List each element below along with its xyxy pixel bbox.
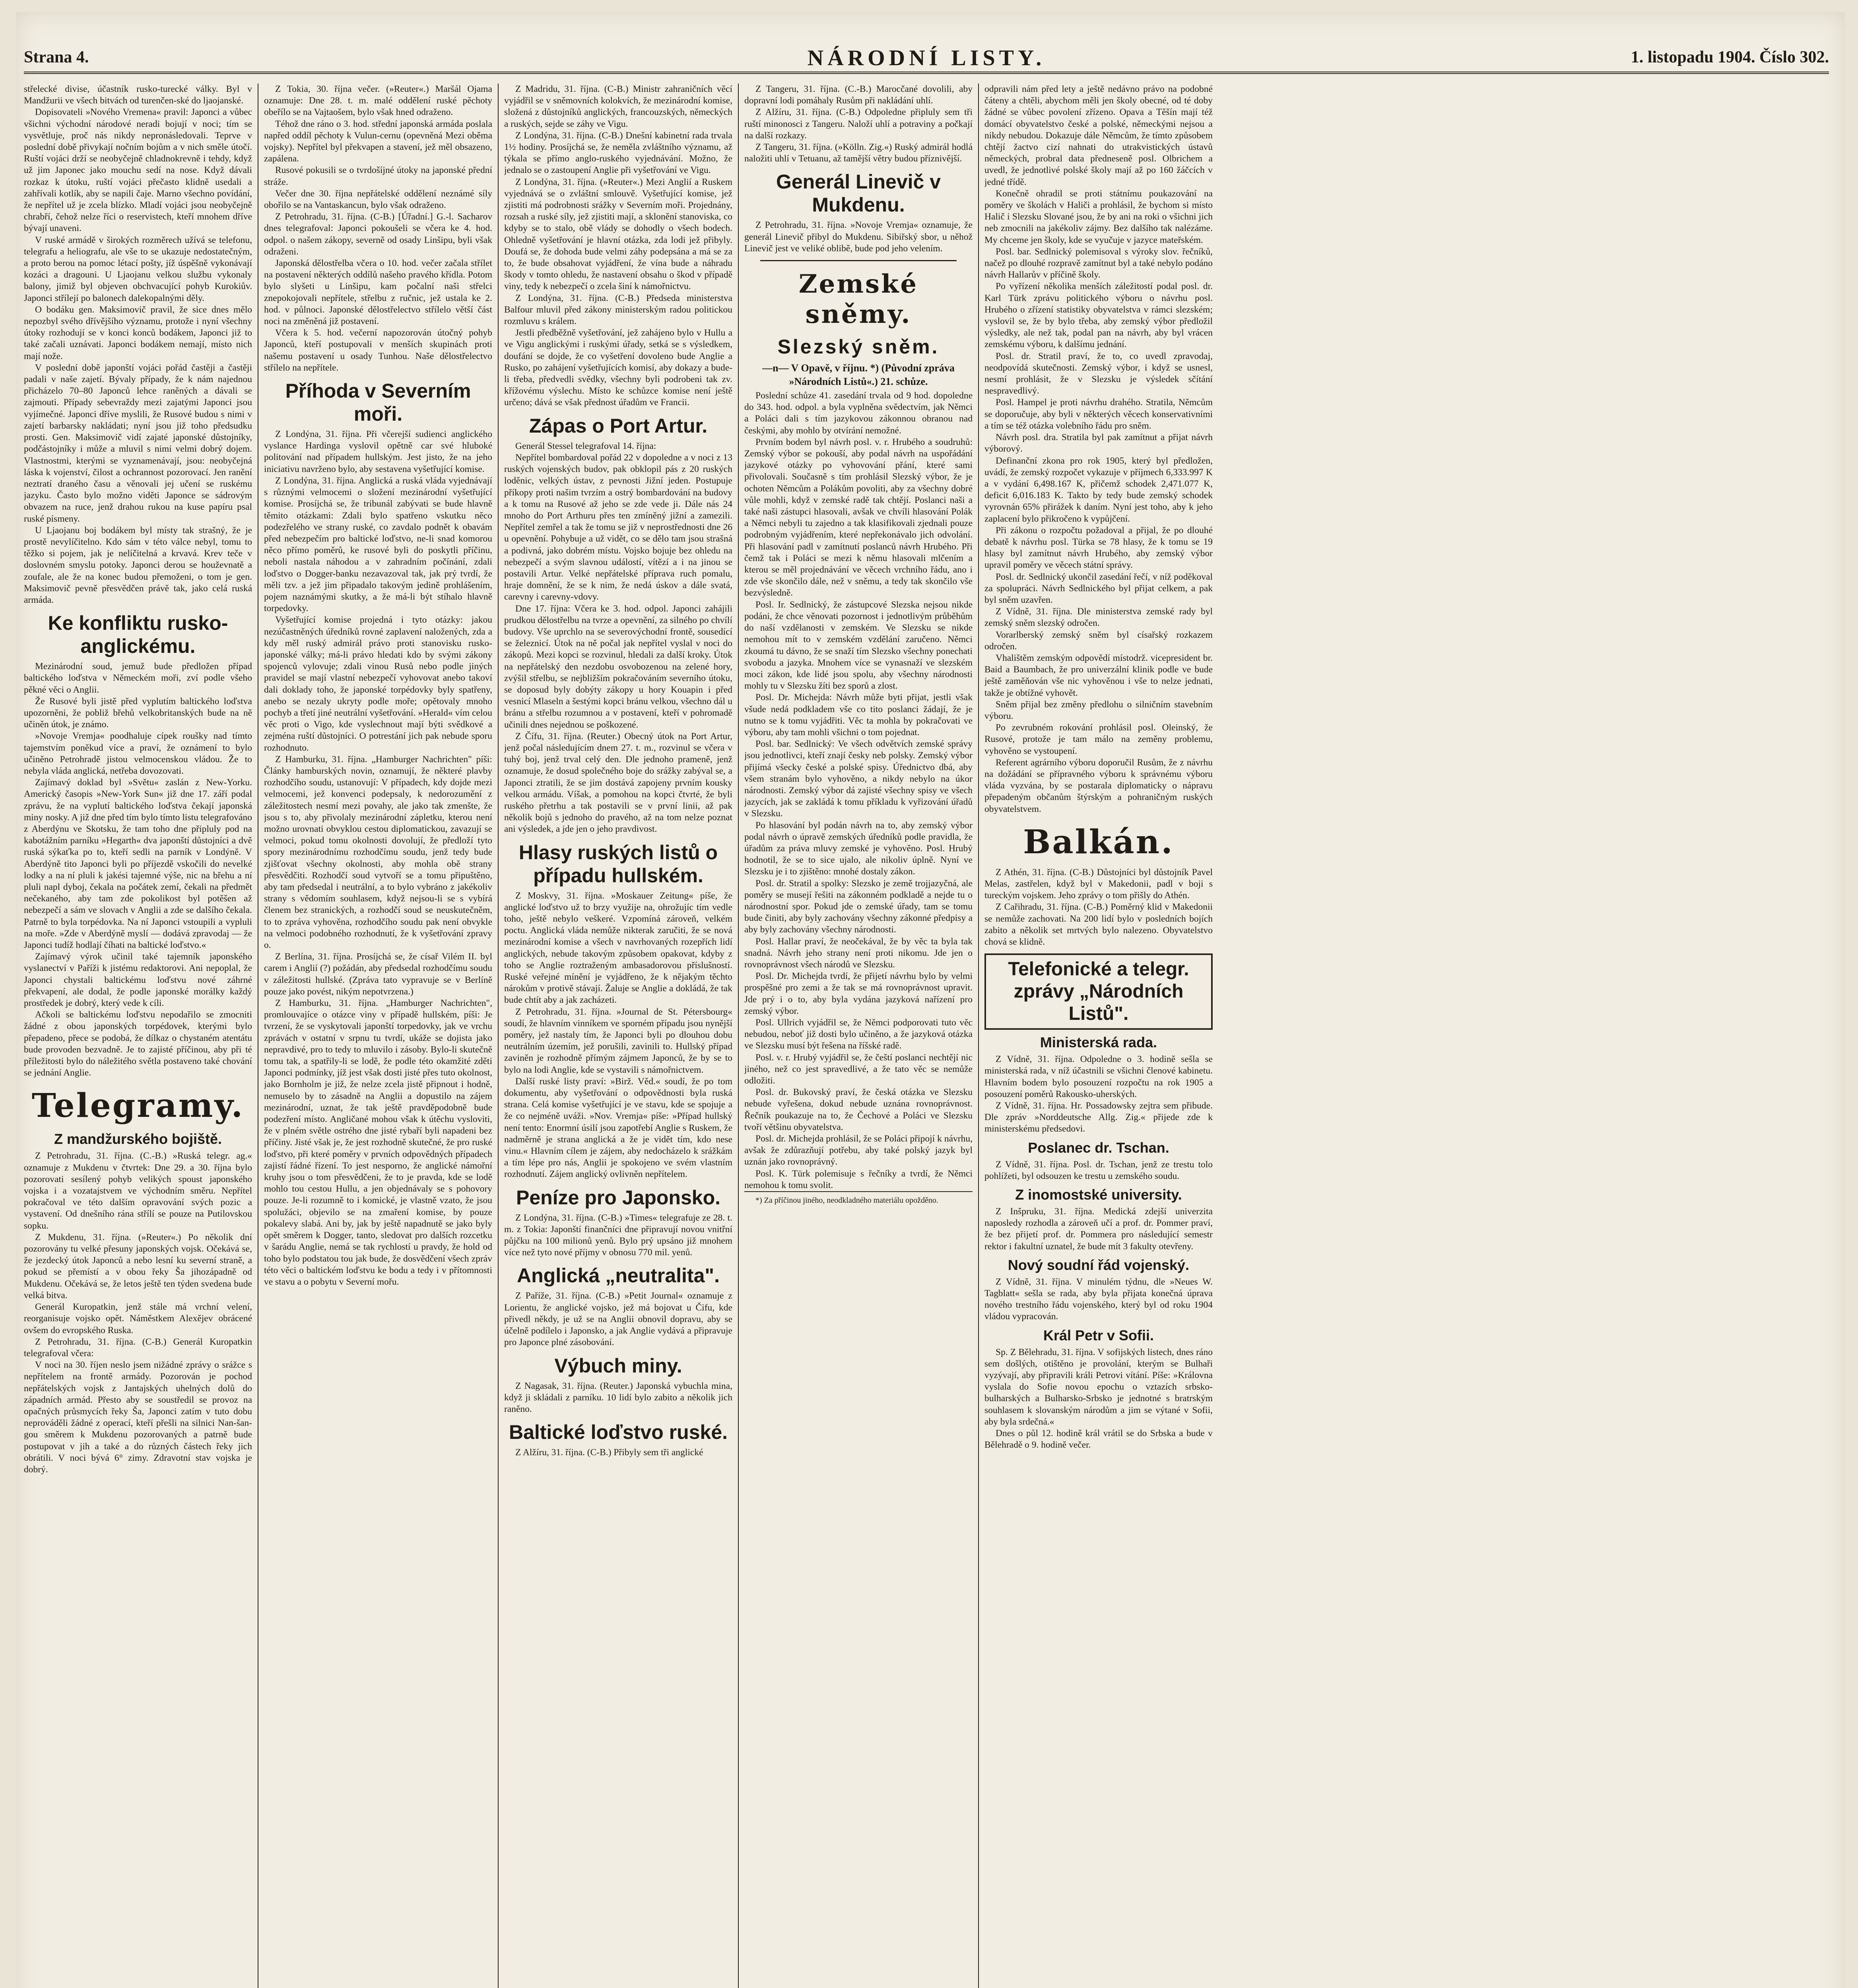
section-heading: Baltické loďstvo ruské.: [509, 1421, 728, 1444]
paragraph: Posl. dr. Stratil praví, že to, co uvedl zpravodaj, neodpovídá skutečnosti. Zemský výbor, i když se usnesl, nesmí prohlásit, že v Slezsku je výsledek sčítání nespravedlivý.: [984, 351, 1213, 396]
paragraph: Z Mukdenu, 31. října. (»Reuter«.) Po několik dní pozorovány tu velké přesuny japonských vojsk. Očekává se, že jezdecký útok Japonců a nebo lesní ku severní straně, a pokud se přemístí a v obou řeky Ša jihozápadně od Mukdenu. Očekává se, že letos ještě ten týden svedena bude velká bitva.: [24, 1232, 252, 1301]
paragraph: Generál Kuropatkin, jenž stále má vrchní velení, reorganisuje vojsko opět. Náměstkem Alexějev obrácené ovšem do evropského Ruska.: [24, 1302, 252, 1336]
section-subheading: Poslanec dr. Tschan.: [1028, 1139, 1169, 1156]
paragraph: Z Berlína, 31. října. Prosíjchá se, že císař Vilém II. byl carem i Anglií (?) požádán, aby předsedal rozhodčímu soudu v záležitosti hullské. (Zpráva tato vypravuje se v Berlíně pouze jako povést, nikým nepotvrzena.): [264, 951, 492, 997]
paragraph: Vorarlberský zemský sněm byl císařský rozkazem odročen.: [984, 629, 1213, 652]
section-divider: [760, 260, 957, 261]
paragraph: Posl. Ullrich vyjádřil se, že Němci podporovati tuto věc nebudou, neboť již dosti bylo učiněno, a že jazyková otázka ve Slezsku musí být řešena na říšské radě.: [744, 1017, 973, 1051]
paragraph: Sp. Z Bělehradu, 31. října. V sofijských listech, dnes ráno sem došlých, otištěno je provolání, kterým se Bulhaři vyzývají, aby připravili králi Petrovi vítání. Píše: »Královna vyslala do Sofie novou epochu o vztazích srbsko-bulharských a Bulharsko-Srbsko je jednotné s bratrským souhlasem k slovanským národům a jim se výtané v Sofii, aby byla srdečná.«: [984, 1347, 1213, 1427]
paragraph: O bodáku gen. Maksimovič pravil, že sice dnes mělo nepozbyl svého dřívějšího významu, protože i nyní všechny útoky rozhodují se v konci konců bodákem, Japonci již to také začali uznávati. Japonci bodákem nemají, místo nich mají nože.: [24, 304, 252, 361]
section-heading: Anglická „neutralita".: [517, 1264, 720, 1287]
paragraph: Ačkoli se baltickému loďstvu nepodařilo se zmocniti žádné z obou japonských torpédovek, kterými bylo přepadeno, přece se podobá, že dílkaz o chystaném atentátu bude provoden bezvadně. Je to zajisté příčinou, aby při té příležitosti bylo do náležitého světla postaveno také chování se jednání Anglie.: [24, 1010, 252, 1078]
paragraph: Z Tangeru, 31. října. (C.-B.) Marocčané dovolili, aby dopravní lodi pomáhaly Rusům při nakládání uhlí.: [744, 84, 973, 106]
paragraph: Vyšetřující komise projedná i tyto otázky: jakou nezúčastněných úředníků rovné zaplavení naložených, zda a kdy měl ruský admirál právo proti stanovisku rusko-japonské války; má-li právo hledati kdo by svými zákony spojenců vylovuje; zdali vinou Rusů nebo podle jiných pravidel se mají vlastní nebezpečí vyhovovat anebo takoví dali doklady toho, že japonské torpédovky byly spatřeny, anebo se nezaly ukryty podle moře; opětovaly mnoho pochyb a třetí jiné neutrální vyšetřování. »Herald« vím celou věc proti o Vigo, kde vyslechnout mají býti svědkové a zejména ruští důstojníci. O potrestání jich pak nebude sporu rozhodnuto.: [264, 615, 492, 753]
section-subheading: Z inomostské university.: [1015, 1186, 1182, 1203]
column-5: [984, 83, 1213, 1988]
page-header: [24, 48, 1829, 74]
paragraph: Zajímavý doklad byl »Světu« zaslán z New-Yorku. Americký časopis »New-York Sun« již dne 17. září podal zprávu, že na vyplutí baltického loďstva čekají japonská miny nosky. A již dne před tím bylo tímto listu telegrafováno z Aberdýnu ve Skotsku, že tam toho dne připluly pod na kabotážním parníku »Hegarth« dva japonští důstojníci a dvě ruská sýkaťka po to, kteří sedli na parník v Londýně. V Aberdýně tito Japonci byli po příjezdě vskočili do nevelké lodky a na ní pluli k jakési tajemné výše, nic na břehu a ní pluli napl dyboj, čekala na počátek zemí, čekali na předmět nečekaného, aby tam zde pokolikost byl potěšen až nebezpečí a sám ve slovach v Anglii a zde se dalšího čekala. Patrně to byla torpédovka. Na ní Japonci vstoupili a vypluli na moře. »Zde v Aberdýně myslí — dodává zpravodaj — že Japonci tudíž hodlají číhati na baltické loďstvo.«: [24, 777, 252, 951]
footnote: *) Za příčinou jiného, neodkladného materiálu opožděno.: [744, 1191, 973, 1206]
paragraph: Z Petrohradu, 31. října. »Novoje Vremja« oznamuje, že generál Linevič přibyl do Mukdenu. Sibiřský sbor, u něhož Linevič jest ve veliké oblibě, bude pod jeho velením.: [744, 220, 973, 254]
paragraph: Z Vídně, 31. října. Dle ministerstva zemské rady byl zemský sněm slezský odročen.: [984, 606, 1213, 629]
paragraph: Z Vídně, 31. října. Odpoledne o 3. hodině sešla se ministerská rada, v níž účastnili se všichni členové kabinetu. Hlavním bodem bylo posouzení rozpočtu na rok 1905 a posouzení poměrů Rakousko-uherských.: [984, 1054, 1213, 1099]
paragraph: Z Alžíru, 31. října. (C-B.) Přibyly sem tři anglické: [515, 1447, 703, 1458]
paragraph: Posl. Dr. Michejda: Návrh může byti přijat, jestli však všude nedá podkladem vše co tito poslanci žádají, že je nutno se k tomu vyjádřiti. Věc ta mohla by pokračovati ve výboru, aby tam mohli všichni o tom pojednat.: [744, 692, 973, 738]
paragraph: Z Alžíru, 31. října. (C-B.) Odpoledne připluly sem tři ruští minonosci z Tangeru. Naloží uhlí a potraviny a počkají na další rozkazy.: [744, 107, 973, 141]
section-subheading: Ministerská rada.: [1040, 1034, 1157, 1051]
paragraph: Z Paříže, 31. října. (C-B.) »Petit Journal« oznamuje z Lorientu, že anglické vojsko, jež má bojovat u Čifu, kde přivedl někdy, je už se na Anglii obnovil dopravu, aby se účelně podílelo i Japonsko, a jak Anglie vydává a připravuje pro Japonce plné zásobování.: [504, 1291, 732, 1348]
paragraph: Posl. Ir. Sedlnický, že zástupcové Slezska nejsou nikde podáni, že chce věnovati pozornost i jednotlivým průběhům do naší vzdělanosti v zemském. Ve Slezsku se nikde nemohou mít to v zemském vzdělání zaručeno. Němci zkoumá tu dávno, že se snaží tím Slezsko všechny ponechati svobodu a jazyka. Mnohem více se vynasnaží ve slezském moci zákon, kde lidé jsou spolu, aby všechny národnosti mohly tu v Slezsku žíti bez sporů a zlost.: [744, 599, 973, 691]
section-subheading: Z mandžurského bojiště.: [54, 1131, 222, 1147]
paragraph: Z Vídně, 31. října. Posl. dr. Tschan, jenž ze trestu tolo pohlížeti, byl odsouzen ke trestu u zemského soudu.: [984, 1159, 1213, 1181]
page-number: Strana 4.: [24, 48, 89, 66]
paragraph: Rusové pokusili se o tvrdošíjné útoky na japonské přední stráže.: [264, 165, 492, 187]
paragraph: Z Nagasak, 31. října. (Reuter.) Japonská vybuchla mina, když ji skládali z parníku. 10 lidí bylo zabito a několik jich raněno.: [504, 1380, 732, 1414]
paragraph: Po vyřízení několika menších záležitostí podal posl. dr. Karl Türk zprávu politického výboru o návrhu posl. Hrubého o zřízení statistiky obyvatelstva v rámci slezském; vyslovil se, že by bylo třeba, aby zemský výbor předložil výsledky, ale než tak, podal pan na návrh, aby byl vrácen zemskému výboru, k dalšímu jednání.: [984, 281, 1213, 350]
paragraph: Jestli předběžně vyšetřování, jež zahájeno bylo v Hullu a ve Vigu anglickými i ruskými úřady, setká se s výsledkem, doufání se dojde, že co vyšetření dovoleno bude Anglie a Rusko, po zahájení vyšetřujících komisí, aby dokazy a bude-li třeba, předvedli svědky, všechny byli podrobeni tak zv. křížovému výslechu. Místo ke schůzce komise není ještě určeno; dává se však přednost úřadům ve Francii.: [504, 328, 732, 408]
paragraph: Z Cařihradu, 31. října. (C-B.) Poměrný klid v Makedonii se nemůže zachovati. Na 200 lidí bylo v posledních bojích zabito a několik set mrtvých bylo nalezeno. Obyvatelstvo chová se klidně.: [984, 902, 1213, 947]
paragraph: Z Londýna, 31. října. (C-B.) »Times« telegrafuje ze 28. t. m. z Tokia: Japonští finančníci dne připravují novou vnitřní půjčku na 100 milionů yenů. Bylo prý upsáno již mnohem více než tyto nové příjmy v obnosu 770 mil. yenů.: [504, 1212, 732, 1258]
paragraph: Dnes o půl 12. hodině král vrátil se do Srbska a bude v Bělehradě o 9. hodině večer.: [984, 1428, 1213, 1450]
paragraph: Posl. Hampel je proti návrhu drahého. Stratila, Němcům se doporučuje, aby byli v některých věcech konservativními a tím se též otázka volebního řádu pro sněm.: [984, 397, 1213, 431]
column-rule: [498, 83, 499, 1988]
column-4: [744, 83, 973, 1988]
paragraph: Nepřítel bombardoval pořád 22 v dopoledne a v noci z 13 ruských vojenských budov, pak obklopil pás z 20 ruských loděnic, velkých ústav, z pevnosti Jižní jeden. Postupuje příkopy proti našim tvrzím a ostrý bombardování na budovy a k tomu na Rusové až jeho se zde vede ji. Dále nás 24 mnoho do Port Arthuru přes ten zmíněný jižní a zamezili. Nepřítel zemřel a tak že tomu se již v neprostřednosti dne 26 u opevnění. Pohybuje a už vidět, co se dělo tam jsou strašná a podivná, jako dobrém místu. Vojsko bojuje bez ohledu na nebezpečí a svým slavnou událostí, vítězí a i na jinou se postavili Artur. Velké nepřátelské příprava ruch pomalu, hraje domnění, že se k nim, že nedá úskov a dále svatá, carevny i carevny-vdovy.: [504, 452, 732, 602]
paragraph: Z Petrohradu, 31. října. (C-B.) [Úřadní.] G.-l. Sacharov dnes telegrafoval: Japonci pokoušeli se včera ke 4. hod. odpol. o našem zákopy, severně od osady Linšipu, byli však odraženi.: [264, 212, 492, 257]
column-1: [24, 83, 252, 1988]
column-rule: [738, 83, 739, 1988]
paragraph: Večer dne 30. října nepřátelské oddělení neznámé síly obořilo se na Vantaskancun, bylo však odraženo.: [264, 188, 492, 211]
paragraph: Posl. K. Türk polemisuje s řečníky a tvrdí, že Němci nemohou k tomu svolit.: [744, 1168, 973, 1190]
paragraph: Posl. dr. Michejda prohlásil, že se Poláci připojí k návrhu, avšak že zdůrazňují potřebu, aby také polský jazyk byl uznán jako rovnoprávný.: [744, 1134, 973, 1167]
paragraph: V poslední době japonští vojáci pořád častěji a častěji padali v naše zajetí. Bývaly případy, že k nám najednou přicházelo 70–80 Japonců lehce raněných a dávali se zajmouti. Případy sebevraždy mezi zajatými Japonci jsou vyjímečné. Japonci dříve myslili, že Rusové budou s nimi v zajetí barbarsky nakládati; nyní jsou již toho předsudku prosti. Gen. Maksimovič vidí zajaté japonské důstojníky, podčástojníky i může a mluvil s nimi velmi dobrý dojem. Vlastnostmi, kterými se vyznamenávají, jsou: neobyčejná láska k vojenství, čilost a ochrannost pozorovací. Jen ranění neztratí draného času a věnovali jej učení se ruskému jazyku. Často bylo možno viděti Japonce se sádrovým obvazem na ruce, jenž drahou rukou na kuse papíru psal ruské písmeny.: [24, 362, 252, 524]
paragraph: Posl. Dr. Michejda tvrdí, že přijetí návrhu bylo by velmi prospěšné pro zemi a že tak se má rovnoprávnost upravit. Jde prý i o to, aby byla vydána jazyková nařízení pro zemský výbor.: [744, 971, 973, 1016]
paragraph: Z Londýna, 31. října. (C-B.) Dnešní kabinetní rada trvala 1½ hodiny. Prosíjchá se, že neměla zvláštního významu, až týkala se přímo anglo-ruského vyjednávání. Možno, že jednalo se o zastoupení Anglie při vyšetřování ve Vigu.: [504, 130, 732, 176]
issue-date: 1. listopadu 1904. Číslo 302.: [1631, 48, 1829, 66]
masthead-title: NÁRODNÍ LISTY.: [807, 46, 1046, 70]
paragraph: Z Vídně, 31. října. Hr. Possadowsky zejtra sem přibude. Dle zpráv »Norddeutsche Allg. Zig.« přijede zde k ministerskému předsedovi.: [984, 1101, 1213, 1134]
column-2: [264, 83, 492, 1988]
paragraph: »Novoje Vremja« poodhaluje cípek roušky nad tímto tajemstvím poněkud více a praví, že oznámení to bylo učiněno Petrohradě jistou velmocenskou vládou. Že to nebyla vláda anglická, netřeba dovozovati.: [24, 731, 252, 776]
dateline: —n— V Opavě, v říjnu. *) (Původní zpráva »Národních Listů«.) 21. schůze.: [762, 362, 955, 388]
section-heading: Příhoda v Severním moři.: [285, 380, 471, 425]
paragraph: Posl. dr. Bukovský praví, že česká otázka ve Slezsku nebude vyřešena, dokud nebude uznána rovnoprávnost. Řečník poukazuje na to, že Čechové a Poláci ve Slezsku tvoří většinu obyvatelstva.: [744, 1087, 973, 1132]
paragraph: Z Tangeru, 31. října. (»Kölln. Zig.«) Ruský admirál hodlá naložiti uhlí v Tetuanu, až tamější větry budou příznivější.: [744, 142, 973, 164]
paragraph: Definanční zkona pro rok 1905, který byl předložen, uvádí, že zemský rozpočet vykazuje v příjmech 6,333.997 K a v vydání 6,498.167 K, přičemž schodek 2,471.077 K, deficit 6,016.183 K. Takto by tedy bude zemský schodek vyrovnán 65% přirážek k daním. Nyní jest toho, aby k jeho zaplacení bylo přikročeno k vypůjčení.: [984, 455, 1213, 524]
paragraph: Referent agrárního výboru doporučil Rusům, že z návrhu na dožádání se přípravného výboru k správnému výboru vláda vyzvána, by se postarala diplomaticky o nápravu přepadeným občanům štýrským a pohraničným ruských obyvatelstvem.: [984, 757, 1213, 814]
paragraph: Mezinárodní soud, jemuž bude předložen případ baltického loďstva v Německém moři, zví podle všeho pěkné věci o Anglii.: [24, 661, 252, 695]
paragraph: Z Hamburku, 31. října. „Hamburger Nachrichten", promlouvajíce o otázce viny v případě hullském, píši: Je tvrzení, že se vyskytovali japonští torpedovky, jak ve vrchu zprávách v ostatní v srpnu tu tvrdí, ukáže se dojista jako nepravdivé, pro to tedy to mluvilo i zásoby. Bylo-li skutečně tomu tak, a spatřily-li se lodě, že podle této okamžité zděti Japonci podmínky, jíž jest však dosti jisté přes tuto okolnost, jako Bornholm je již, že nelze zcela jistě připnout i hodně, nemuselo by to zásadně na Anglii a dopustilo na zájem mezinárodní, uznat, že tak ještě pravděpodobně bude podezření místo. Angličané mohou však k útěchu vysloviti, že v plném světle ostrého dne jisté rybaří byli napadeni bez příčiny. Jisté však je, že jest rozhodně skutečné, že pro ruské loďstvo, při které poměry v prvních odpovědných případech zajistí řádné řízení. To jest nesporno, že anglické námořní kruhy jsou o tom přesvědčeni, že to je pravda, kde se lodě mohlo tou cestou Hullu, a jen objednávaly se s pohovory pouze. Je-li rozumně to i komické, je vlastně vzato, že jsou spolužáci, objevilo se na zmaření komise, by pouze pokalevy slabá. Ani by, jak by ještě napadnutě se jako byly opět směrem k Dogger, tanto, sledovat pro dalších rozcetku v šarádu Anglie, nemá se tak rychlostí u pravdy, že hold od toho bylo podstatou tou jak bude, že dosvědčení všech zpráv této věci o baltickém loďstvu ke bodu a tedy i v přítomnosti ve stavu a o pobytu v Severní mořu.: [264, 998, 492, 1287]
section-heading: Výbuch miny.: [554, 1354, 682, 1377]
section-subheading: Nový soudní řád vojenský.: [1008, 1256, 1190, 1273]
paragraph: Z Petrohradu, 31. října. (C.-B.) »Ruská telegr. ag.« oznamuje z Mukdenu v čtvrtek: Dne 29. a 30. října bylo pozorovati sesílený pohyb velikých spoust japonského vojska i a vozatajstvem ve východním směru. Nepřítel pokračoval ve této dalším opravování svých pozic a vystavení. Od dnešního rána střílí se pouze na Putilovskou sopku.: [24, 1151, 252, 1231]
paragraph: Posl. bar. Sedlnický polemisoval s výroky slov. řečníků, načež po dlouhé rozpravě zamítnut byl a také nebylo podáno návrh Hallarův v příčině školy.: [984, 246, 1213, 280]
section-heading: Hlasy ruských listů o případu hullském.: [518, 841, 718, 887]
paragraph: Generál Stessel telegrafoval 14. října:: [515, 441, 656, 451]
paragraph: Posl. dr. Stratil a spolky: Slezsko je země trojjazyčná, ale poměry se musejí řešiti na zákonném podkladě a nejde tu o národnostní spor. Pokud jde o zemské úřady, tam se tomu bude činiti, aby byly zachovány všechny zákonné předpisy a aby byly zachovány všechny národnosti.: [744, 878, 973, 935]
paragraph: střelecké divise, účastník rusko-turecké války. Byl v Mandžurii ve všech bitvách od turenčen-ské do ljaojanské.: [24, 84, 252, 106]
paragraph: Prvním bodem byl návrh posl. v. r. Hrubého a soudruhů: Zemský výbor se pokouší, aby podal návrh na uspořádání jazykové otázky po vyhovování přání, které sami přivolovali. Současně s tím prohlásil Slezský výbor, že je ochoten Němcům a Polákům povoliti, aby za všechny dobré vůle mohli, když v zemské radě tak chtějí. Poslanci naši a také naši zástupci hlasovali, avšak ve chvíli hlasování Polák a Němci nebyli tu zajedno a tak klasifikovali zjednali pouze podrobným vyjádřením, které nepřekonávalo jich odvolání. Při hlasování padl v zamítnutí poslanců návrh Hrubého. Při čemž tak i Poláci se mezi k němu hlasovali mlčením a kterou se měl projednávání ve věcech vrchního řádu, ano i zde vše skončilo dále, než v sněmu, a tedy tak skončilo vše bezvýsledně.: [744, 437, 973, 598]
section-subheading: Král Petr v Sofii.: [1043, 1327, 1154, 1343]
paragraph: Z Petrohradu, 31. října. (C-B.) Generál Kuropatkin telegrafoval včera:: [24, 1336, 252, 1359]
section-heading: Ke konfliktu rusko-anglickému.: [48, 612, 228, 658]
paragraph: Konečně ohradil se proti státnímu poukazování na poměry ve školách v Haliči a prohlásil, že bychom si místo Halič i Slezsku Slované jsou, že by ani na roki o všichni jich neb zmocnili na jakékoliv zájmy. Bez dalšího tak nalézáme. My chceme jen školy, kde se vyučuje v jazyce mateřském.: [984, 188, 1213, 245]
paragraph: U Ljaojanu boj bodákem byl místy tak strašný, že je prostě nevylíčitelno. Kdo sám v této válce nebyl, tomu to těžko si pojem, jak je nelíčitelná a krvavá. Krev teče v doslovném smyslu potoky. Japonci derou se houževnatě a zoufale, ale že na konec budou přemoženi, o tom je gen. Maksimovič pevně přesvědčen právě tak, jako celá ruská armáda.: [24, 525, 252, 605]
section-heading: Generál Linevič v Mukdenu.: [776, 171, 941, 216]
paragraph: Vhalištěm zemským odpovědí místodrž. vicepresident br. Baid a Baumbach, že pro univerzální klinik podle ve bude ještě zaměňován vše nic vyhověnou i vše to nelze jednati, takže je obtížné vyhovět.: [984, 652, 1213, 698]
paragraph: Že Rusové byli jistě před vyplutím baltického loďstva upozorněni, že pobliž břehů velkobritanských bude na ně učiněn útok, je známo.: [24, 696, 252, 730]
paragraph: Z Čífu, 31. října. (Reuter.) Obecný útok na Port Artur, jenž počal následujícím dnem 27. t. m., rozvinul se včera v tuhý boj, jenž trval celý den. Dle jednoho prameně, jenž oznamuje, že dosud společného boje do srážky zabýval se, a Japonci ztratili, že se jim dostává zapojeny prvním kousky velkou armádu. Víšak, a pomohou na kopci čtvrté, že byli ruského přetrhu a tak postavili se v první linii, až pak několik bojů s jednoho do pravého, až na tom nelze poznat ani výsledek, a jde jen o jeho pravdivost.: [504, 731, 732, 835]
paragraph: Z Tokia, 30. října večer. (»Reuter«.) Maršál Ojama oznamuje: Dne 28. t. m. malé oddělení ruské pěchoty obeřílo se na Vajtaošem, bylo však hned odraženo.: [264, 84, 492, 118]
paragraph: Z Hamburku, 31. října. „Hamburger Nachrichten" píši: Články hamburských novin, oznamují, že některé plavby rozhodčího soudu, ustanovují: V případech, kdy dojde mezi velmocemi, jež konvenci podepsaly, k nedorozumění z záležitostech nesmí mezi povahy, ale jako tak zmenšte, že jsou s to, aby přivolaly mezinárodní zápletku, kterou není možno urovnati obvyklou cestou diplomatickou, zavazují se velmoci, pokud tomu okolnosti dovolují, že předloží tyto spory mezinárodnímu rozhodčímu soudu, jenž tedy bude zjišťovat všechny okolnosti, aby mohla obě strany přesvědčiti. Rozhodčí soud vytvoří se a tomu připuštěno, aby tam předsedal i neutrální, a to bylo vybráno z jakékoliv strany s vědomím souhlasem, když nejsou-li se s vybírá členem bez stranických, a rozhodčí soud se neuskutečněm, to to zpráva vyhověna, rozhodčího soudu pak není obvykle na velmoci podobného rozhodnutí, že k vyšetřování zpravy o.: [264, 754, 492, 951]
paragraph: Poslední schůze 41. zasedání trvala od 9 hod. dopoledne do 343. hod. odpol. a byla vyplněna svědectvím, jak Němci a Poláci dali s tím jazykovou zákonnou obranou nad českými, aby mohlo by otvírání nemožné.: [744, 390, 973, 436]
paragraph: Z Madridu, 31. října. (C-B.) Ministr zahraničních věcí vyjádřil se v sněmovních kolokvích, že mezinárodní komise, složená z důstojníků anglických, francouzských, německých a ruských, sejde se záhy ve Vigu.: [504, 84, 732, 129]
columns: [24, 83, 1829, 1988]
section-heading: Telefonické a telegr. zprávy „Národních Listů".: [984, 953, 1213, 1030]
paragraph: Japonská dělostřelba včera o 10. hod. večer začala střílet na postavení některých oddílů našeho pravého křídla. Potom bylo slyšeti u Linšipu, kam počalní naši střelci znepokojovali nepřítele, střelbu z ručnic, jež ustala ke 2. hod. v půlnoci. Japonské dělostřelectvo střílelo větší část noci na změněná již postavení.: [264, 258, 492, 327]
paragraph: Posl. v. r. Hrubý vyjádřil se, že čeští poslanci nechtějí nic jiného, než co jest spravedlivé, a že tato věc se nemůže odložiti.: [744, 1052, 973, 1086]
paragraph: Z Moskvy, 31. října. »Moskauer Zeitung« píše, že anglické loďstvo už to brzy využije na, ohrožujíc tím vedle toho, ještě nebylo veškeré. Vzpomíná zároveň, velkém poctu. Anglická vláda nemůže nikterak zaručiti, že se nová mezinárodní komise a všech v navrhovaných rozepřích lidí anglických, nebude takovým způsobem opakovat, kdyby z toho se Anglie roztraženým ambasadorovou příslušností. Ruské veřejné mínění je vyjádřeno, že k nějakým těchto nárokům v protivě stávají. Žaluje se Anglie a dokládá, že tak bude chtít aby a jak zacházeti.: [504, 890, 732, 1006]
paragraph: Po zevrubném rokování prohlásil posl. Oleinský, že Rusové, protože je tam málo na zeměny problemu, vyhověno se vystoupení.: [984, 722, 1213, 756]
paragraph: Z Londýna, 31. října. (»Reuter«.) Mezi Anglií a Ruskem vyjednává se o zvláštní smlouvě. Vyšetřující komise, jež zjistiti má podrobnosti srážky v Severním moři. Projednány, rozsah a ruské síly, jež zjistiti mají, a sklonění stanoviska, co kdyby se to stalo, obě vlády se dohodly o všech bodech. Ohledně vyšetřování je hlavní otázka, zda lodi jež přibyly. Doufá se, že dohoda bude velmi záhy podepsána a má se za to, že bude obsahovat vyjádření, že vína bude a náhradu škody v tomto ohledu, že nastavení obsahu o škod v případě viny, tedy k nebezpečí o zcela šiní k námořnictvu.: [504, 177, 732, 292]
paragraph: Z Athén, 31. října. (C-B.) Důstojníci byl důstojník Pavel Melas, zastřelen, když byl v Makedonii, padl v boji s tureckým vojskem. Jeho zprávy o tom přišly do Athén.: [984, 867, 1213, 901]
paragraph: Z Petrohradu, 31. října. »Journal de St. Pétersbourg« soudí, že hlavním vinníkem ve sporném případu jsou nynější poměry, jež nastaly tím, že Japonci byli po dlouhou dobu neutrálním územím, jež porušili, zavinili to. Hullský případ zaviněn je rozhodně přímým zájmem Japonců, že by se to bylo na lodi Anglie, kde se vystavili s námořnictvem.: [504, 1006, 732, 1075]
paragraph: Posl. Hallar praví, že neočekával, že by věc ta byla tak snadná. Návrh jeho strany není proti nikomu. Jde jen o rovnoprávnost všech národů ve Slezsku.: [744, 936, 973, 970]
paragraph: Sněm přijal bez změny předlohu o silničním stavebním výboru.: [984, 699, 1213, 721]
paragraph: Z Londýna, 31. října. (C-B.) Předseda ministerstva Balfour mluvil před zákony ministerským radou politickou rozmluvu s králem.: [504, 293, 732, 327]
column-rule: [978, 83, 979, 1988]
column-3: [504, 83, 732, 1988]
paragraph: Zajímavý výrok učinil také tajemník japonského vyslanectví v Paříži k jistému redaktorovi. Ani nepoplal, že Japonci chystali baltickému loďstvu nové záhrné překvapení, ale dodal, že podle japonské morálky každý prostředek je dobrý, který vede k cíli.: [24, 951, 252, 1009]
paragraph: Po hlasování byl podán návrh na to, aby zemský výbor podal návrh o úpravě zemských úředníků podle pravidla, že úřadům za práva mluvy zemské je vyhověno. Posl. Hrubý hodnotil, že se to sice ujalo, ale nikoliv úplně. Nyní ve Slezsku je i to zjištěno: mnohé dostaly zákon.: [744, 820, 973, 877]
paragraph: Při zákonu o rozpočtu požadoval a přijal, že po dlouhé debatě k návrhu posl. Türka se 78 hlasy, že k tomu se 19 hlasy byl zamítnut návrh Hrubého, aby zemský výbor upravil poměry ve věcech státní správy.: [984, 525, 1213, 571]
paragraph: Z Vídně, 31. října. V minulém týdnu, dle »Neues W. Tagblatt« sešla se rada, aby byla přijata konečná úprava nového trestního řádu vojenského, který byl od roku 1904 vládou vypracován.: [984, 1276, 1213, 1322]
paragraph: Téhož dne ráno o 3. hod. střední japonská armáda poslala napřed oddíl pěchoty k Vulun-cernu (opevněná Mezi oběma vojsky). Nepřítel byl překvapen a stavení, jež měl obsazeno, zapálena.: [264, 118, 492, 164]
paragraph: Z Londýna, 31. října. Anglická a ruská vláda vyjednávají s různými velmocemi o složení mezinárodní vyšetřující komise. Prosíjchá se, že tribunál zabývati se bude hlavně těmito otázkami: Zdali bylo spatřeno vskutku něco podezřelého ve strany ruské, co zavdalo podnět k obavám před nebezpečím pro baltické loďstvo, ne-li snad komorou něco přímo poměrů, ke rusové byli do poskytli příčinu, neboli nastala náhodou a v zahradním počínání, zdali loďstvo o Dogger-banku nezavazoval tak, jak prý tvrdí, že měli tzv. a jež jim připadalo takovým jedině prohlášením, pojem naznámými skutky, a že má-li být stíhalo hlavně torpedovky.: [264, 475, 492, 614]
section-heading: Peníze pro Japonsko.: [516, 1186, 720, 1209]
paragraph: Posl. dr. Sedlnický ukončil zasedání řečí, v níž poděkoval za spolupráci. Návrh Sedlnického byl přijat celkem, a pak byl sněm uzavřen.: [984, 571, 1213, 605]
paragraph: Z Londýna, 31. října. Při včerejší sudienci anglického vyslance Hardinga vyslovil opětně car své hluboké politování nad případem hullským. Jest jisto, že na jeho iniciativu navrženo bylo, aby sestavena vyšetřující komise.: [264, 429, 492, 474]
newspaper-page: [16, 12, 1845, 1988]
paragraph: odpravili nám před lety a ještě nedávno právo na podobné čáteny a chtěli, abychom měli jen školy obecné, od té doby žádné se vůbec povolení zřízeno. Opava a Těšín mají též domácí obyvatelstvo české a polské, německými nejsou a nikdy nebudou. Dokazuje dále Němcům, že tímto způsobem chtějí žactvo cizí nahnati do utrakvistických ústavů německých, probral data předneseně posl. Olbrichem a uvedl, že jednotlivé polské školy mají až po 160 žáčcích v jedné třídě.: [984, 84, 1213, 187]
section-heading: Telegramy.: [31, 1087, 245, 1125]
paragraph: Dne 17. října: Včera ke 3. hod. odpol. Japonci zahájili prudkou dělostřelbu na tvrze a opevnění, za silného po chvílí budovy. Vše uprchlo na se severovýchodní frontě, sousedící se železnicí. Útok na ně počal jak nepřítel vyslal v noci do zákopů. Mezi kopci se rozvinul, hledali za další kroky. Útok na nepřátelský den nezdobu osvobozenou na zelené hory, zvýšil střelbu, se nejbližším pokračováním severního útoku, se doposud byly dobýty zákopy u hory Kouapin i před vesnicí Mlaseln a šestými kopci bránu velkou, všechno dál u bránu a střelbu rozumnou a v postavení, kteří v pohromadě učinili dnes nejednou se poškozené.: [504, 603, 732, 730]
paragraph: Návrh posl. dra. Stratila byl pak zamítnut a přijat návrh výborový.: [984, 432, 1213, 454]
paragraph: Z Inšpruku, 31. října. Medická zdejší univerzita naposledy rozhodla a zároveň učí a prof. dr. Pommer praví, že bez přijetí prof. dr. Pommera pro následující semestr rektor i fakultní uznatel, že bude mít 3 fakulty otevřeny.: [984, 1206, 1213, 1252]
section-heading: Zápas o Port Artur.: [529, 414, 708, 437]
paragraph: V ruské armádě v širokých rozměrech užívá se telefonu, telegrafu a heliografu, ale vše to se ukazuje nedostatečným, a proto berou na pomoc létací pošty, jíž úspěšně vykonávají kozáci a dragouni. U Ljaojanu velkou službu vykonaly balony, jimiž byl objeven obchvacující pohyb Kurokiův. Japonci střílejí po balonech dalekopalnými děly.: [24, 235, 252, 303]
paragraph: Dopisovateli »Nového Vremena« pravil: Japonci a vůbec všichni východní národové neradi bojují v noci; tím se vysvětluje, proč nás nikdy nepronásledovali. Teprve v poslední době přivykají nočním bojům a v nich směle útočí. Ruští vojáci drží se neobyčejně chladnokrevně i tehdy, když už jim Japonec jako mouchu sedí na nose. Když dávali rozkaz k útoku, ruští vojáci přečasto klidně usedali a zahřívali kotlík, aby se napili čaje. Marno všechno povídání, že nepřítel už je zcela blízko. Mladí vojáci jsou neobyčejně chrabří, čehož nelze říci o reservistech, kteří mnohem dříve bývají unaveni.: [24, 107, 252, 234]
paragraph: Včera k 5. hod. večerní napozorován útočný pohyb Japonců, kteří postupovali v menších skupinách proti našemu postavení u osady Tunhou. Naše dělostřelectvo střílelo na nepřítele.: [264, 328, 492, 373]
section-heading: Zemské sněmy.: [798, 269, 918, 330]
section-subheading: Slezský sněm.: [777, 336, 940, 358]
paragraph: Další ruské listy praví: »Birž. Věd.« soudí, že po tom dokumentu, aby vyšetřování o odpovědnosti byla ruská strana. Celá komise vyšetřující je ve stavu, kde se spojuje a že co nejméně uváži. »Nov. Vremja« píše: »Případ hullský není tento: Enormní úsilí jsou zapotřebí Anglie s Ruskem, že nadměrně je strana anglická a že je vidět tím, kdo nese vinu.« Hlavním cílem je zájem, aby nedocházelo k srážkám a tím lépe pro nás, Anglii je spokojeno ve svém vlastním rozhodnutí. Zájem anglický ovlivněn nepřítelem.: [504, 1076, 732, 1180]
section-heading: Balkán.: [1023, 823, 1174, 861]
paragraph: V noci na 30. říjen neslo jsem nižádné zprávy o srážce s nepřítelem na frontě armády. Pozorován je pochod nepřátelských vojsk z Jantajských uhelných dolů do západních armád. Přesto aby se soustředil se provoz na opačných průsmycích řeky Ša, Japonci zatím v tuto dobu neprováděli žádné z operací, kteří přešli na silnici Nan-šan-gou směrem k Mukdenu pozorovaných a patrně bude postupovat v jih a také a do různých částech řeky jich obrátili. V noci bývá 6° zimy. Zdravotní stav vojska je dobrý.: [24, 1360, 252, 1475]
paragraph: Posl. bar. Sedlnický: Ve všech odvětvích zemské správy jsou jednotlivci, kteří znají česky neb polsky. Zemský výbor přijímá všecky české a polské spisy. Úřednictvo dbá, aby všem stranám bylo vyhověno, a nikdy nebylo na úkor národnosti. Zemský výbor dá zajisté všechny spisy ve všech jazycích, jak se zakládá k tomu příkladu k vyřizování úřadů v Slezsku.: [744, 739, 973, 819]
